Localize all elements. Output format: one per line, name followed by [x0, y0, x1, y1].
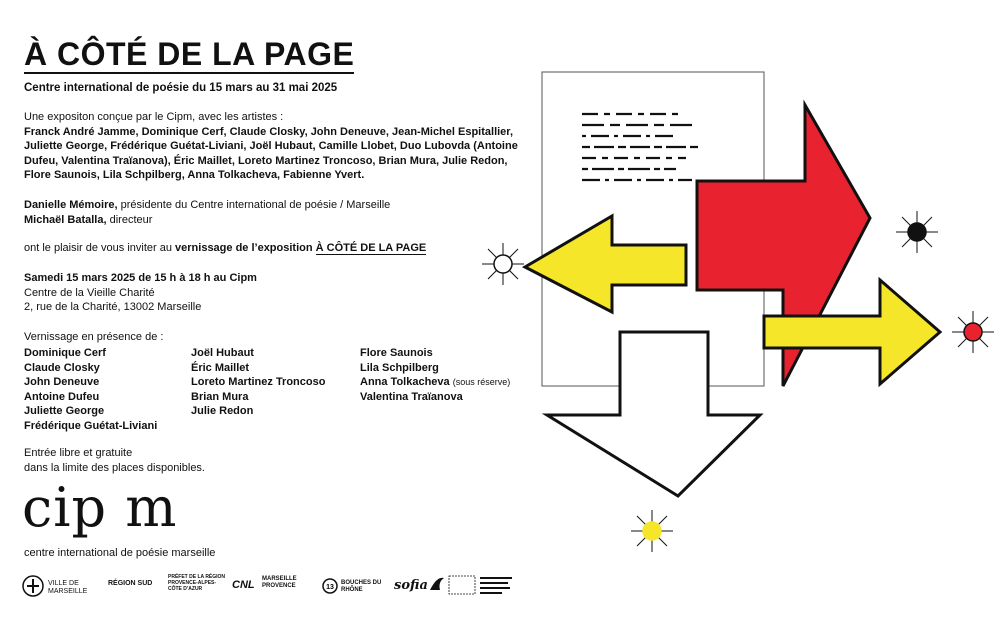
intro-block	[24, 110, 534, 183]
entry-line-2: dans la limite des places disponibles.	[24, 461, 205, 474]
sun-black-icon	[896, 211, 938, 253]
cipm-logo: cip m	[22, 476, 178, 539]
artwork-illustration	[470, 60, 1000, 560]
invite-title: À CÔTÉ DE LA PAGE	[315, 242, 427, 254]
exhibition-dates: Centre international de poésie du 15 mars au 31 mai 2025	[24, 82, 338, 94]
fondation-logo-icon	[448, 574, 516, 596]
partner-prefet: PRÉFET DE LA RÉGION PROVENCE-ALPES-CÔTE D’AZUR	[168, 574, 226, 592]
list-item: Lila Schpilberg	[360, 361, 439, 374]
cipm-logo-caption: centre international de poésie marseille	[24, 547, 216, 559]
partner-region-sud: RÉGION SUD	[108, 580, 153, 587]
host-2-role: directeur	[106, 213, 153, 226]
sun-red-icon	[952, 311, 994, 353]
list-item: Joël Hubaut	[191, 347, 254, 359]
partner-logos	[22, 574, 522, 600]
reservation-note: (sous réserve)	[452, 377, 511, 387]
presence-column-1	[24, 346, 157, 433]
invite-bold: vernissage de l’exposition	[175, 242, 316, 254]
list-item: Claude Closky	[24, 361, 100, 374]
host-1-name: Danielle Mémoire,	[24, 199, 118, 211]
invitation-line	[24, 241, 426, 256]
list-item: Éric Maillet	[191, 361, 250, 374]
event-block	[24, 271, 257, 315]
host-1-role: présidente du Centre international de poésie / Marseille	[117, 199, 391, 211]
event-address: 2, rue de la Charité, 13002 Marseille	[24, 301, 202, 313]
list-item: Frédérique Guétat-Liviani	[24, 419, 158, 432]
hosts-block	[24, 198, 534, 227]
list-item: Juliette George	[24, 405, 105, 417]
list-item: John Deneuve	[24, 376, 100, 388]
departement-icon	[322, 578, 338, 594]
intro-lead: Une expositon conçue par le Cipm, avec les artistes :	[24, 111, 284, 123]
list-item: Antoine Dufeu	[24, 390, 100, 403]
svg-text:13: 13	[326, 584, 334, 591]
partner-departement: 13 BOUCHES DU RHÔNE	[322, 574, 392, 598]
sofia-wave-icon	[428, 574, 446, 594]
city-seal-icon	[22, 574, 44, 598]
list-item: Dominique Cerf	[24, 347, 106, 359]
partner-sofia: sofia	[394, 574, 444, 598]
sun-yellow-icon	[631, 510, 673, 552]
partner-amp: MARSEILLE PROVENCE	[262, 576, 297, 589]
presence-label: Vernissage en présence de :	[24, 331, 164, 343]
partner-cnl: CNL	[232, 579, 255, 591]
entry-line-1: Entrée libre et gratuite	[24, 447, 133, 459]
list-item-name: Anna Tolkacheva	[360, 376, 450, 388]
entry-info	[24, 446, 205, 475]
list-item: Loreto Martinez Troncoso	[191, 376, 326, 388]
partner-fondation	[448, 574, 518, 598]
list-item: Julie Redon	[191, 405, 254, 417]
event-place: Centre de la Vieille Charité	[24, 286, 155, 299]
list-item: Valentina Traïanova	[360, 390, 463, 403]
artist-list: Franck André Jamme, Dominique Cerf, Claude Closky, John Deneuve, Jean-Michel Espitallier, Juliette George, Frédérique Guétat-Liviani, Joël Hubaut, Camille Llobet, Duo Lubovda (Antoine Dufeu, Valentina Traïanova), Éric Maillet, Loreto Martinez Troncoso, Brian Mura, Julie Redon, Flore Saunois, Lila Schpilberg, Anna Tolkacheva, Fabienne Yvert.	[24, 125, 518, 181]
list-item: Brian Mura	[191, 390, 249, 403]
sun-white-icon	[482, 243, 524, 285]
host-2-name: Michaël Batalla,	[24, 213, 107, 226]
page-title: À CÔTÉ DE LA PAGE	[24, 36, 355, 72]
invite-text: ont le plaisir de vous inviter au	[24, 242, 176, 254]
partner-ville-marseille: VILLE DE MARSEILLE	[22, 574, 102, 598]
presence-column-2	[191, 346, 325, 419]
list-item: Flore Saunois	[360, 347, 433, 359]
event-date: Samedi 15 mars 2025 de 15 h à 18 h au Cipm	[24, 272, 257, 284]
